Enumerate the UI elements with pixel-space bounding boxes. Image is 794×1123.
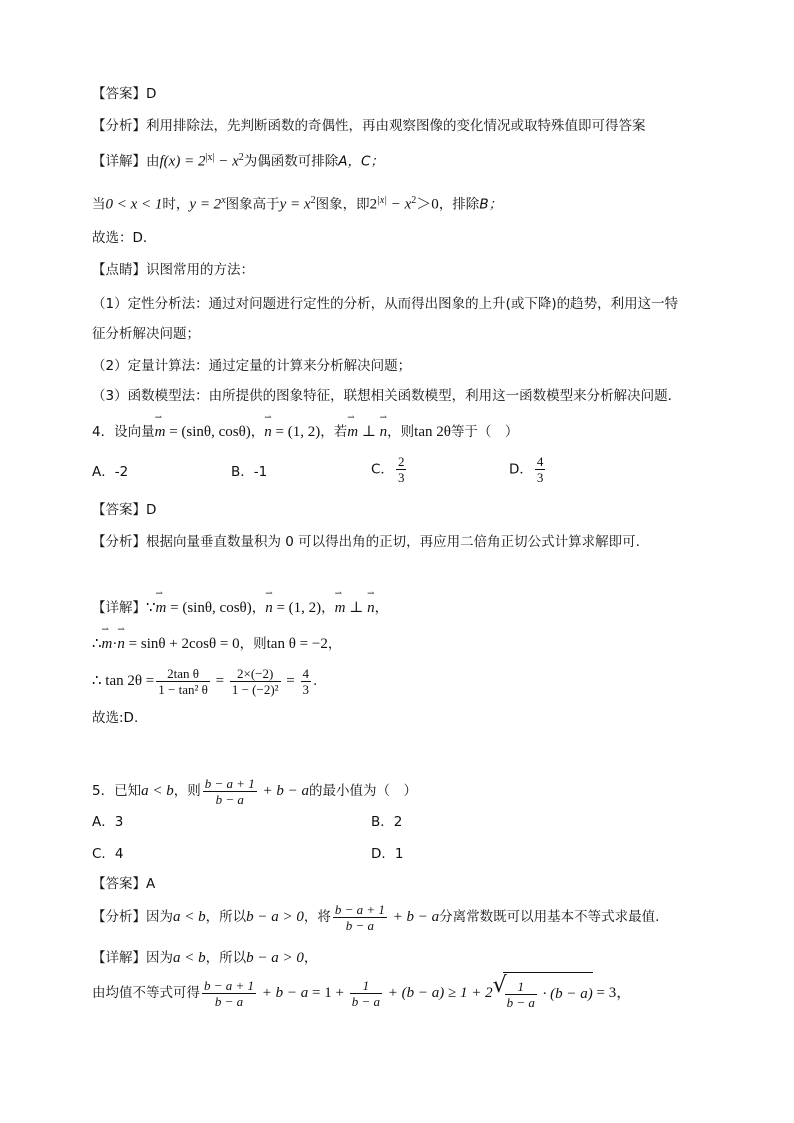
punct: ， [251,600,266,616]
function-expr-tail: − x [214,153,239,170]
q4-stem [92,412,519,442]
expr: = 3， [592,985,632,1001]
text: ，将 [303,909,331,925]
expr: tan θ = −2 [266,636,328,652]
exponent-2: 2 [238,152,244,163]
detail-tag: 【详解】 [92,600,146,616]
expr: ∴ tan 2θ = [92,673,155,689]
method-3: （3）函数模型法：由所提供的图象特征，联想相关函数模型，利用这一函数模型来分析解决问题． [92,388,682,404]
numerator: 4 [302,665,310,681]
stem-text: ，则 [173,783,201,799]
denominator: 3 [536,470,544,485]
detail-text-2: 为偶函数可排除 [243,153,339,170]
expr: y = x [279,196,311,213]
expr: = sinθ + 2cosθ = 0 [124,636,240,652]
vector-arrow-icon: ⇀ [347,412,355,422]
method-2: （2）定量计算法：通过定量的计算来分析解决问题； [92,358,412,374]
punct: ， [250,424,265,440]
exclude-option: B； [479,196,503,213]
analysis-tag: 【分析】 [92,534,146,550]
analysis-text: 根据向量垂直数量积为 0 可以得出角的正切，再应用二倍角正切公式计算求解即可. [146,534,640,550]
exponent: 2 [310,195,316,206]
q5-option-b: B．2 [371,814,403,830]
vector-m [334,588,346,618]
vector-arrow-icon: ⇀ [154,412,163,422]
expr: tan 2θ [414,424,451,440]
numerator: b − a + 1 [204,977,255,993]
numerator: 1 [350,978,382,994]
expr: = (1, 2) [271,424,321,440]
answer-value: D [146,86,157,102]
denominator: b − a [351,993,380,1009]
because-symbol: ∵ [146,600,156,616]
expr: = (1, 2) [272,600,322,616]
dot-symbol: · [112,636,118,652]
q3-answer-line [92,84,156,104]
expr: a < b [173,950,206,966]
answer-value: A [146,876,156,892]
numerator: b − a + 1 [204,775,255,791]
stem-text: ，则 [387,424,415,440]
denominator: b − a [345,917,375,933]
q5-stem [92,774,417,808]
vector-name: m [101,636,113,652]
expr: b − a > 0 [246,950,304,966]
vector-n [379,412,388,442]
vector-name: m [334,600,346,616]
vector-name: n [265,600,273,616]
q4-option-a: A．-2 [92,464,129,480]
answer-tag: 【答案】 [92,502,146,518]
analysis-text: 利用排除法，先判断函数的奇偶性，再由观察图像的变化情况或取特殊值即可得答案 [146,118,646,134]
text: 分离常数既可以用基本不等式求最值. [439,909,660,925]
detail-tag: 【详解】 [92,950,146,966]
vector-name: n [367,600,375,616]
q4-detail-line-2 [92,624,342,654]
expr: = (sinθ, cosθ) [165,424,251,440]
exclude-options: A，C； [338,153,384,170]
numerator: b − a + 1 [334,901,385,917]
text: ，则 [239,636,267,652]
fraction [350,978,382,1009]
q5-analysis-line [92,900,659,934]
expr: + b − a [388,909,440,925]
vector-m [101,624,113,654]
vector-name: n [117,636,125,652]
point-tag: 【点睛】 [92,262,146,278]
text: 因为 [146,909,173,925]
q3-detail-line [92,148,384,172]
q5-detail-line-2 [92,972,631,1014]
exponent: 2 [411,195,417,206]
exponent: |x| [377,195,388,206]
vector-n [264,412,272,442]
expr: + b − a [258,783,310,799]
denominator: b − a [215,791,244,807]
fraction [203,776,257,807]
option-label: D． [509,461,533,478]
stem-text: 等于（ ） [450,424,519,440]
expr: + (b − a) ≥ 1 + 2 [384,985,493,1001]
numerator: 2×(−2) [230,666,281,682]
vector-n [265,588,273,618]
vector-arrow-icon: ⇀ [265,588,273,598]
fraction [230,666,281,697]
punct: ， [303,950,318,966]
q4-analysis-line [92,532,640,552]
exponent: x [221,195,226,206]
function-expr: f(x) = 2 [159,153,206,170]
q5-option-d: D．1 [371,846,404,862]
vector-arrow-icon: ⇀ [155,588,164,598]
q4-option-b: B．-1 [231,464,268,480]
perp-symbol: ⊥ [358,424,380,440]
fraction [202,978,256,1009]
fraction [396,454,407,485]
stem-text: 4．设向量 [92,424,155,440]
punct: ， [327,636,342,652]
denominator: b − a [506,994,535,1010]
vector-arrow-icon: ⇀ [367,588,375,598]
vector-arrow-icon: ⇀ [117,624,125,634]
radicand [503,972,593,1014]
denominator: 1 − tan² θ [158,681,208,697]
vector-name: m [154,424,166,440]
vector-m [154,412,166,442]
numerator: 1 [505,979,537,995]
text: ，排除 [438,196,480,213]
text: 时， [162,196,190,213]
text: 因为 [146,950,173,966]
fraction [301,666,312,697]
q3-detail-line-2 [92,191,502,215]
fraction [333,902,387,933]
q5-option-c: C．4 [92,846,124,862]
exponent: |x| [205,152,215,163]
text: ，所以 [205,909,247,925]
vector-arrow-icon: ⇀ [379,412,388,422]
vector-arrow-icon: ⇀ [101,624,110,634]
q5-answer-line [92,874,155,894]
point-text: 识图常用的方法： [146,262,254,278]
denominator: b − a [214,993,244,1009]
punct: . [313,673,318,689]
text: 图象高于 [225,196,280,213]
numerator: 2tan θ [156,666,210,682]
text: 由均值不等式可得 [92,985,200,1001]
expr: a < b [173,909,206,925]
q4-detail-line-3 [92,664,317,698]
radical-icon: √ [492,973,507,998]
vector-n [117,624,125,654]
expr: = 1 + [308,985,348,1001]
denominator: 3 [302,681,310,697]
q3-point-line [92,260,254,280]
q3-choose-line: 故选：D． [92,230,157,246]
expr: 2 [369,196,378,213]
analysis-tag: 【分析】 [92,118,146,134]
q5-detail-line [92,948,317,968]
vector-name: n [264,424,272,440]
text: 当 [92,196,106,213]
condition-expr: a < b [141,783,174,799]
denominator: 3 [397,470,405,485]
expr: · (b − a) [538,986,593,1002]
stem-text: ，若 [320,424,348,440]
fraction [156,666,210,697]
punct: ， [321,600,335,616]
method-1: （1）定性分析法：通过对问题进行定性的分析，从而得出图象的上升(或下降)的趋势，利用这一特 [92,296,679,312]
square-root [493,972,593,1014]
answer-tag: 【答案】 [92,86,146,102]
q4-answer-line [92,500,156,520]
denominator: 1 − (−2)² [231,681,279,697]
q4-choose-line: 故选:D. [92,710,139,726]
vector-name: n [379,424,388,440]
fraction [505,979,537,1010]
vector-arrow-icon: ⇀ [334,588,343,598]
q3-analysis-line [92,116,646,136]
vector-name: m [155,600,167,616]
expr: + b − a [258,985,309,1001]
q4-option-d [509,454,547,485]
range-expr: 0 < x < 1 [105,196,163,213]
vector-m [155,588,167,618]
equals: = [211,673,228,689]
vector-n [367,588,375,618]
q4-detail-line [92,588,389,618]
stem-text: 的最小值为（ ） [309,783,418,799]
expr: − x [387,196,412,213]
text: 图象，即 [315,196,370,213]
answer-tag: 【答案】 [92,876,146,892]
vector-name: m [347,424,359,440]
q5-option-a: A．3 [92,814,124,830]
equals: = [282,673,299,689]
detail-tag: 【详解】 [92,153,146,170]
numerator: 4 [536,454,544,469]
therefore-symbol: ∴ [92,636,102,652]
numerator: 2 [397,454,405,469]
detail-text: 由 [146,153,160,170]
vector-arrow-icon: ⇀ [264,412,272,422]
expr: y = 2 [189,196,222,213]
perp-symbol: ⊥ [345,600,368,616]
option-label: C． [371,461,394,478]
answer-value: D [146,502,157,518]
expr: b − a > 0 [246,909,304,925]
fraction [535,454,546,485]
stem-text: 5．已知 [92,783,142,799]
expr: ＞0 [416,196,439,213]
analysis-tag: 【分析】 [92,909,146,925]
punct: ， [374,600,389,616]
method-1-cont: 征分析解决问题； [92,326,200,342]
q4-option-c [371,454,408,485]
text: ，所以 [205,950,247,966]
expr: = (sinθ, cosθ) [166,600,252,616]
vector-m [347,412,359,442]
